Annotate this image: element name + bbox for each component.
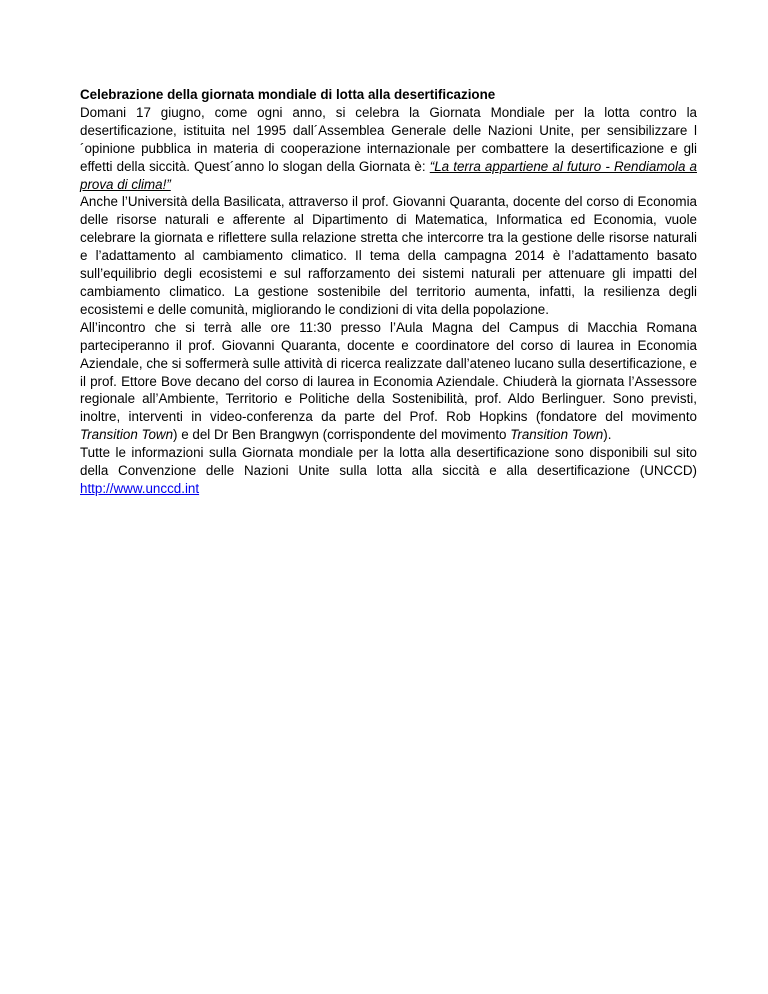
paragraph-unibas: Anche l’Università della Basilicata, attraverso il prof. Giovanni Quaranta, docente del corso di Economia delle risorse naturali e afferente al Dipartimento di Matematica, Informatica ed Economia, vuole celebrare la giornata e riflettere sulla relazione stretta che intercorre tra la gestione delle risorse naturali e l’adattamento al cambiamento climatico. Il tema della campagna 2014 è l’adattamento basato sull’equilibrio degli ecosistemi e sul rafforzamento dei sistemi naturali per attenuare gli impatti del cambiamento climatico. La gestione sostenibile del territorio aumenta, infatti, la resilienza degli ecosistemi e delle comunità, migliorando le condizioni di vita della popolazione. bbox=[80, 194, 697, 317]
paragraph-intro bbox=[80, 104, 697, 194]
paragraph-event bbox=[80, 319, 697, 444]
transition-town-em-2: Transition Town bbox=[510, 427, 604, 443]
paragraph-event-text-a: All’incontro che si terrà alle ore 11:30 presso l’Aula Magna del Campus di Macchia Romana parteciperanno il prof. Giovanni Quaranta, docente e coordinatore del corso di laurea in Economia Aziendale, che si soffermerà sulle attività di ricerca realizzate dall’ateneo lucano sulla desertificazione, e il prof. Ettore Bove decano del corso di laurea in Economia Aziendale. Chiuderà la giornata l’Assessore regionale all’Ambiente, Territorio e Politiche della Sostenibilità, prof. Aldo Berlinguer. Sono previsti, inoltre, interventi in video-conferenza da parte del Prof. Rob Hopkins (fondatore del movimento bbox=[80, 319, 697, 425]
paragraph-event-text-b: ) e del Dr Ben Brangwyn (corrispondente del movimento bbox=[173, 427, 511, 443]
paragraph-event-text-c: ). bbox=[603, 427, 612, 443]
campaign-slogan: “La terra appartiene al futuro - Rendiamola a prova di clima!” bbox=[80, 158, 697, 192]
paragraph-intro-text: Domani 17 giugno, come ogni anno, si celebra la Giornata Mondiale per la lotta contro la desertificazione, istituita nel 1995 dall´Assemblea Generale delle Nazioni Unite, per sensibilizzare l´opinione pubblica in materia di cooperazione internazionale per combattere la desertificazione e gli effetti della siccità. Quest´anno lo slogan della Giornata è: bbox=[80, 104, 697, 174]
paragraph-info bbox=[80, 444, 697, 498]
article-title: Celebrazione della giornata mondiale di lotta alla desertificazione bbox=[80, 87, 496, 102]
transition-town-em-1: Transition Town bbox=[80, 427, 174, 443]
unccd-link[interactable]: http://www.unccd.int bbox=[80, 480, 200, 496]
paragraph-info-text: Tutte le informazioni sulla Giornata mondiale per la lotta alla desertificazione sono disponibili sul sito della Convenzione delle Nazioni Unite sulla lotta alla siccità e alla desertificazione (UNCCD) bbox=[80, 445, 697, 479]
document-page bbox=[80, 86, 697, 498]
